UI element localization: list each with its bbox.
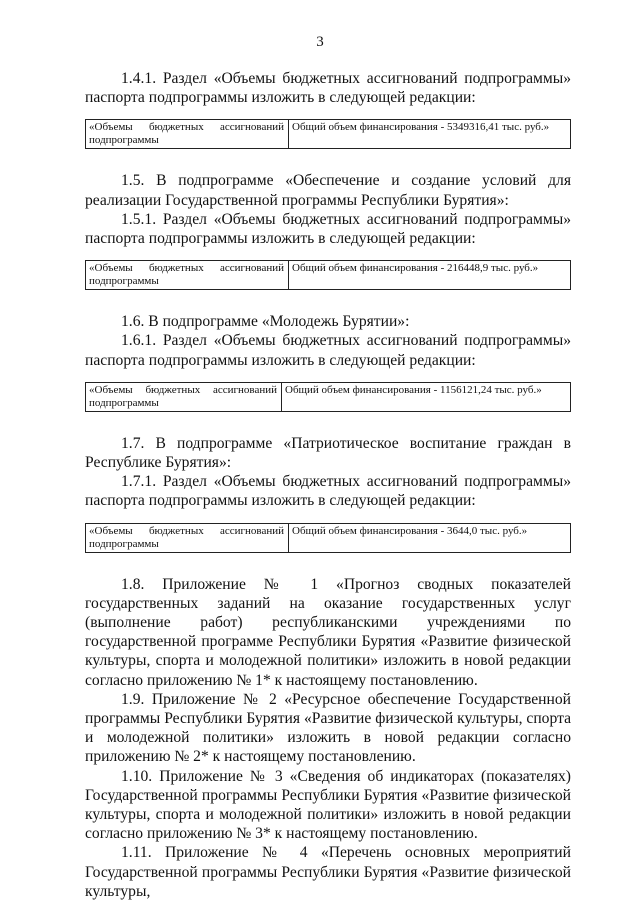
budget-table-1-6-1 bbox=[85, 382, 571, 412]
paragraph-1-11: 1.11. Приложение № 4 «Перечень основных мероприятий Государственной программы Республики Бурятия «Развитие физической культуры, bbox=[85, 844, 571, 900]
table-cell-value: Общий объем финансирования - 5349316,41 тыс. руб.» bbox=[289, 120, 571, 149]
table-cell-label: «Объемы бюджетных ассигнований подпрограммы bbox=[86, 120, 289, 149]
paragraph-1-9: 1.9. Приложение № 2 «Ресурсное обеспечение Государственной программы Республики Бурятия «Развитие физической культуры, спорта и молодежной политики» изложить в новой редакции согласно приложению № 2* к настоящему постановлению. bbox=[85, 690, 571, 766]
paragraph-1-7-1: 1.7.1. Раздел «Объемы бюджетных ассигнований подпрограммы» паспорта подпрограммы изложить в следующей редакции: bbox=[85, 473, 571, 510]
paragraph-1-8: 1.8. Приложение № 1 «Прогноз сводных показателей государственных заданий на оказание государственных услуг (выполнение работ) республиканскими учреждениями по государственной программе Республики Бурятия «Развитие физической культуры, спорта и молодежной политики» изложить в новой редакции согласно приложению № 1* к настоящему постановлению. bbox=[85, 575, 571, 689]
paragraph-1-5: 1.5. В подпрограмме «Обеспечение и создание условий для реализации Государственной программы Республики Бурятия»: bbox=[85, 172, 571, 209]
document-body bbox=[85, 69, 571, 901]
paragraph-1-6-1: 1.6.1. Раздел «Объемы бюджетных ассигнований подпрограммы» паспорта подпрограммы изложить в следующей редакции: bbox=[85, 332, 571, 369]
paragraph-1-7: 1.7. В подпрограмме «Патриотическое воспитание граждан в Республике Бурятия»: bbox=[85, 434, 571, 472]
paragraph-1-6: 1.6. В подпрограмме «Молодежь Бурятии»: bbox=[121, 313, 410, 331]
page-number: 3 bbox=[316, 34, 324, 50]
table-cell-label: «Объемы бюджетных ассигнований подпрограммы bbox=[86, 382, 282, 411]
paragraph-1-4-1: 1.4.1. Раздел «Объемы бюджетных ассигнований подпрограммы» паспорта подпрограммы изложить в следующей редакции: bbox=[85, 70, 571, 107]
budget-table-1-7-1 bbox=[85, 523, 571, 553]
table-cell-label: «Объемы бюджетных ассигнований подпрограммы bbox=[86, 261, 289, 290]
table-cell-value: Общий объем финансирования - 3644,0 тыс. руб.» bbox=[289, 523, 571, 552]
paragraph-1-5-1: 1.5.1. Раздел «Объемы бюджетных ассигнований подпрограммы» паспорта подпрограммы изложить в следующей редакции: bbox=[85, 210, 571, 248]
table-cell-value: Общий объем финансирования - 216448,9 тыс. руб.» bbox=[289, 261, 571, 290]
table-cell-label: «Объемы бюджетных ассигнований подпрограммы bbox=[86, 523, 289, 552]
budget-table-1-4-1 bbox=[85, 119, 571, 149]
table-cell-value: Общий объем финансирования - 1156121,24 тыс. руб.» bbox=[282, 382, 571, 411]
budget-table-1-5-1 bbox=[85, 260, 571, 290]
paragraph-1-10: 1.10. Приложение № 3 «Сведения об индикаторах (показателях) Государственной программы Республики Бурятия «Развитие физической культуры, спорта и молодежной политики» изложить в новой редакции согласно приложению № 3* к настоящему постановлению. bbox=[85, 767, 571, 843]
